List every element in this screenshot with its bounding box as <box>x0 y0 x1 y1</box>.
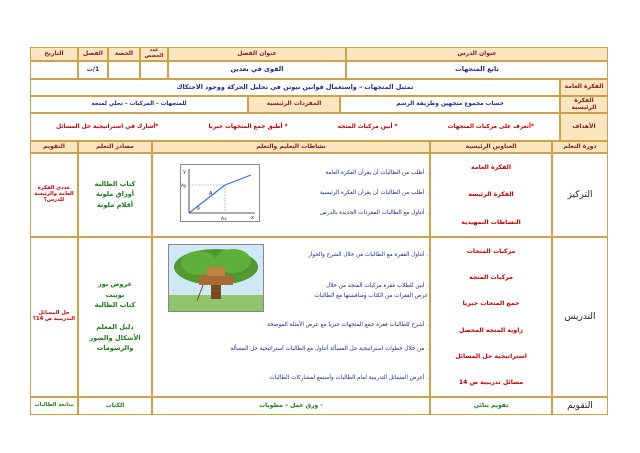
header-class-label: الفصل <box>78 47 108 61</box>
vocab-label: المفردات الرئيسية <box>248 96 340 113</box>
fig-label-ax: Ax <box>221 217 227 221</box>
resource-item: بوينت <box>105 290 125 299</box>
general-idea-text: تمثيل المتجهات – واستعمال قوانين نيوتن في تحليل الحركة ووجود الاحتكاك <box>30 79 560 96</box>
teaching-activity-line: . أبين للطلاب فقرة مركبات المتجه من خلال <box>326 283 428 289</box>
tree-image-svg <box>169 245 263 311</box>
header-lesson-title-value: تابع المتجهات <box>346 61 608 79</box>
objective-item: * أطبق جمع المتجهات جبريا <box>208 123 288 130</box>
teaching-titles <box>430 237 552 397</box>
resource-item: أوراق ملونة <box>96 190 134 199</box>
focus-titles <box>430 153 552 237</box>
vocab-text: للمتجهات – المركبات – تحلي لمتجه <box>30 96 248 113</box>
teaching-title-item: جمع المتجات جبريا <box>462 300 520 308</box>
focus-evaluation-text: عددي الفكرة العامة والرئيسة للدرس؟ <box>34 185 74 203</box>
teaching-evaluation-text: حل المسائل التدريبية ص 14؟ <box>33 310 75 322</box>
header-periods-count-label: عدد الحصص <box>140 47 168 61</box>
teaching-activity-line: عرض الفقرات من الكتاب ومناقشتها مع الطالبات <box>314 293 428 299</box>
teaching-title-item: مسائل تدريبية ص 14 <box>458 379 524 387</box>
focus-title-item: النشاطات التمهيدية <box>461 218 521 226</box>
assessment-activities: - ورق عمل – مطويات <box>152 397 430 415</box>
focus-stage: التركيز <box>552 153 608 237</box>
fig-label-theta: θ <box>197 207 200 212</box>
header-periods-count-value <box>140 61 168 79</box>
focus-activity-line: . أتناول مع الطالبات المفردات الجديدة بالدرس <box>320 210 428 216</box>
focus-title-item: الفكرة الرئيسة <box>468 191 514 199</box>
teaching-title-item: مركبات المتجات <box>466 247 516 255</box>
focus-resources <box>78 153 152 237</box>
resource-item: أقلام ملونة <box>96 200 134 209</box>
teaching-stage: التدريس <box>552 237 608 397</box>
resource-item: والرسومات <box>96 344 134 353</box>
vector-diagram-svg <box>181 165 259 221</box>
teaching-resources <box>78 237 152 397</box>
objective-item: * أبين مركبات المتجه <box>337 123 398 130</box>
objective-item: *أشارك في استراتيجية حل المسائل <box>56 123 159 130</box>
header-lesson-title-label: عنوان الدرس <box>346 47 608 61</box>
header-date-label: التاريخ <box>30 47 78 61</box>
resource-item: كتاب الطالبة <box>94 179 136 188</box>
header-period-label: الحصة <box>108 47 140 61</box>
header-period-value <box>108 61 140 79</box>
col-evaluation: التقويم <box>30 141 78 153</box>
col-stage: دورة التعلم <box>552 141 608 153</box>
focus-title-item: الفكرة العامة <box>471 164 511 172</box>
fig-axis-x: x <box>251 215 254 221</box>
teaching-activity-line: . أتناول الفقرة مع الطالبات من خلال الشرح والحوار <box>308 252 428 258</box>
main-idea-label: الفكرة الرئيسية <box>560 96 608 113</box>
header-unit-title-value: القوى في بعدين <box>168 61 346 79</box>
main-idea-text: حساب مجموع متجهين وطريقة الرسم <box>340 96 560 113</box>
vector-diagram <box>180 164 260 222</box>
teaching-title-item: استراتيجية حل المسائل <box>455 352 527 360</box>
fig-label-a: A <box>209 191 213 197</box>
teaching-title-item: مركبات المتجه <box>469 273 513 281</box>
header-class-value: 1/ث <box>78 61 108 79</box>
header-date-value <box>30 61 78 79</box>
resource-item: الأشكال والصور <box>89 333 141 342</box>
teaching-activity-line: . من خلال خطوات استراتيجية حل المسألة أتناول مع الطالبات استراتيجية حل المسألة <box>230 346 428 352</box>
objectives-list <box>30 113 560 141</box>
resource-item: دليل المعلم <box>96 323 134 331</box>
objectives-label: الأهداف <box>560 113 608 141</box>
assessment-titles: تقويم بنائي <box>430 397 552 415</box>
fig-axis-y: y <box>183 169 186 175</box>
focus-activity-line: . أطلب من الطالبات أن يقرأن الفكرة الرئيسية <box>319 190 428 196</box>
col-activities: نشاطات التعليم والتعلم <box>152 141 430 153</box>
objective-item: *أتعرف على مركبات المتجهات <box>447 123 534 130</box>
col-resources: مصادر التعلم <box>78 141 152 153</box>
fig-label-ay: Ay <box>181 184 187 189</box>
header-unit-title-label: عنوان الفصل <box>168 47 346 61</box>
assessment-resources: الكتاب <box>78 397 152 415</box>
focus-activity-line: . أطلب من الطالبات أن يقرأن الفكرة العامة <box>325 170 428 176</box>
teaching-evaluation <box>30 237 78 397</box>
focus-evaluation <box>30 153 78 237</box>
teaching-activity-line: . أشرح للطالبات فقرة جمع المتجهات جبريا مع عرض الأمثلة الموضحة <box>267 322 428 328</box>
assessment-evaluation: متابعة الطالبات <box>30 397 78 415</box>
tree-image <box>168 244 264 312</box>
teaching-title-item: زاوية المتجه المحصل <box>459 326 523 334</box>
general-idea-label: الفكرة العامة <box>560 79 608 96</box>
resource-item: كتاب الطالبة <box>94 301 136 310</box>
col-titles: العناوين الرئيسية <box>430 141 552 153</box>
resource-item: عروض بور <box>97 280 133 289</box>
assessment-stage: التقويم <box>552 397 608 415</box>
teaching-activity-line: . أعرض المسائل التدريبية امام الطالبات وأستمع لمشاركات الطالبات <box>269 375 428 381</box>
